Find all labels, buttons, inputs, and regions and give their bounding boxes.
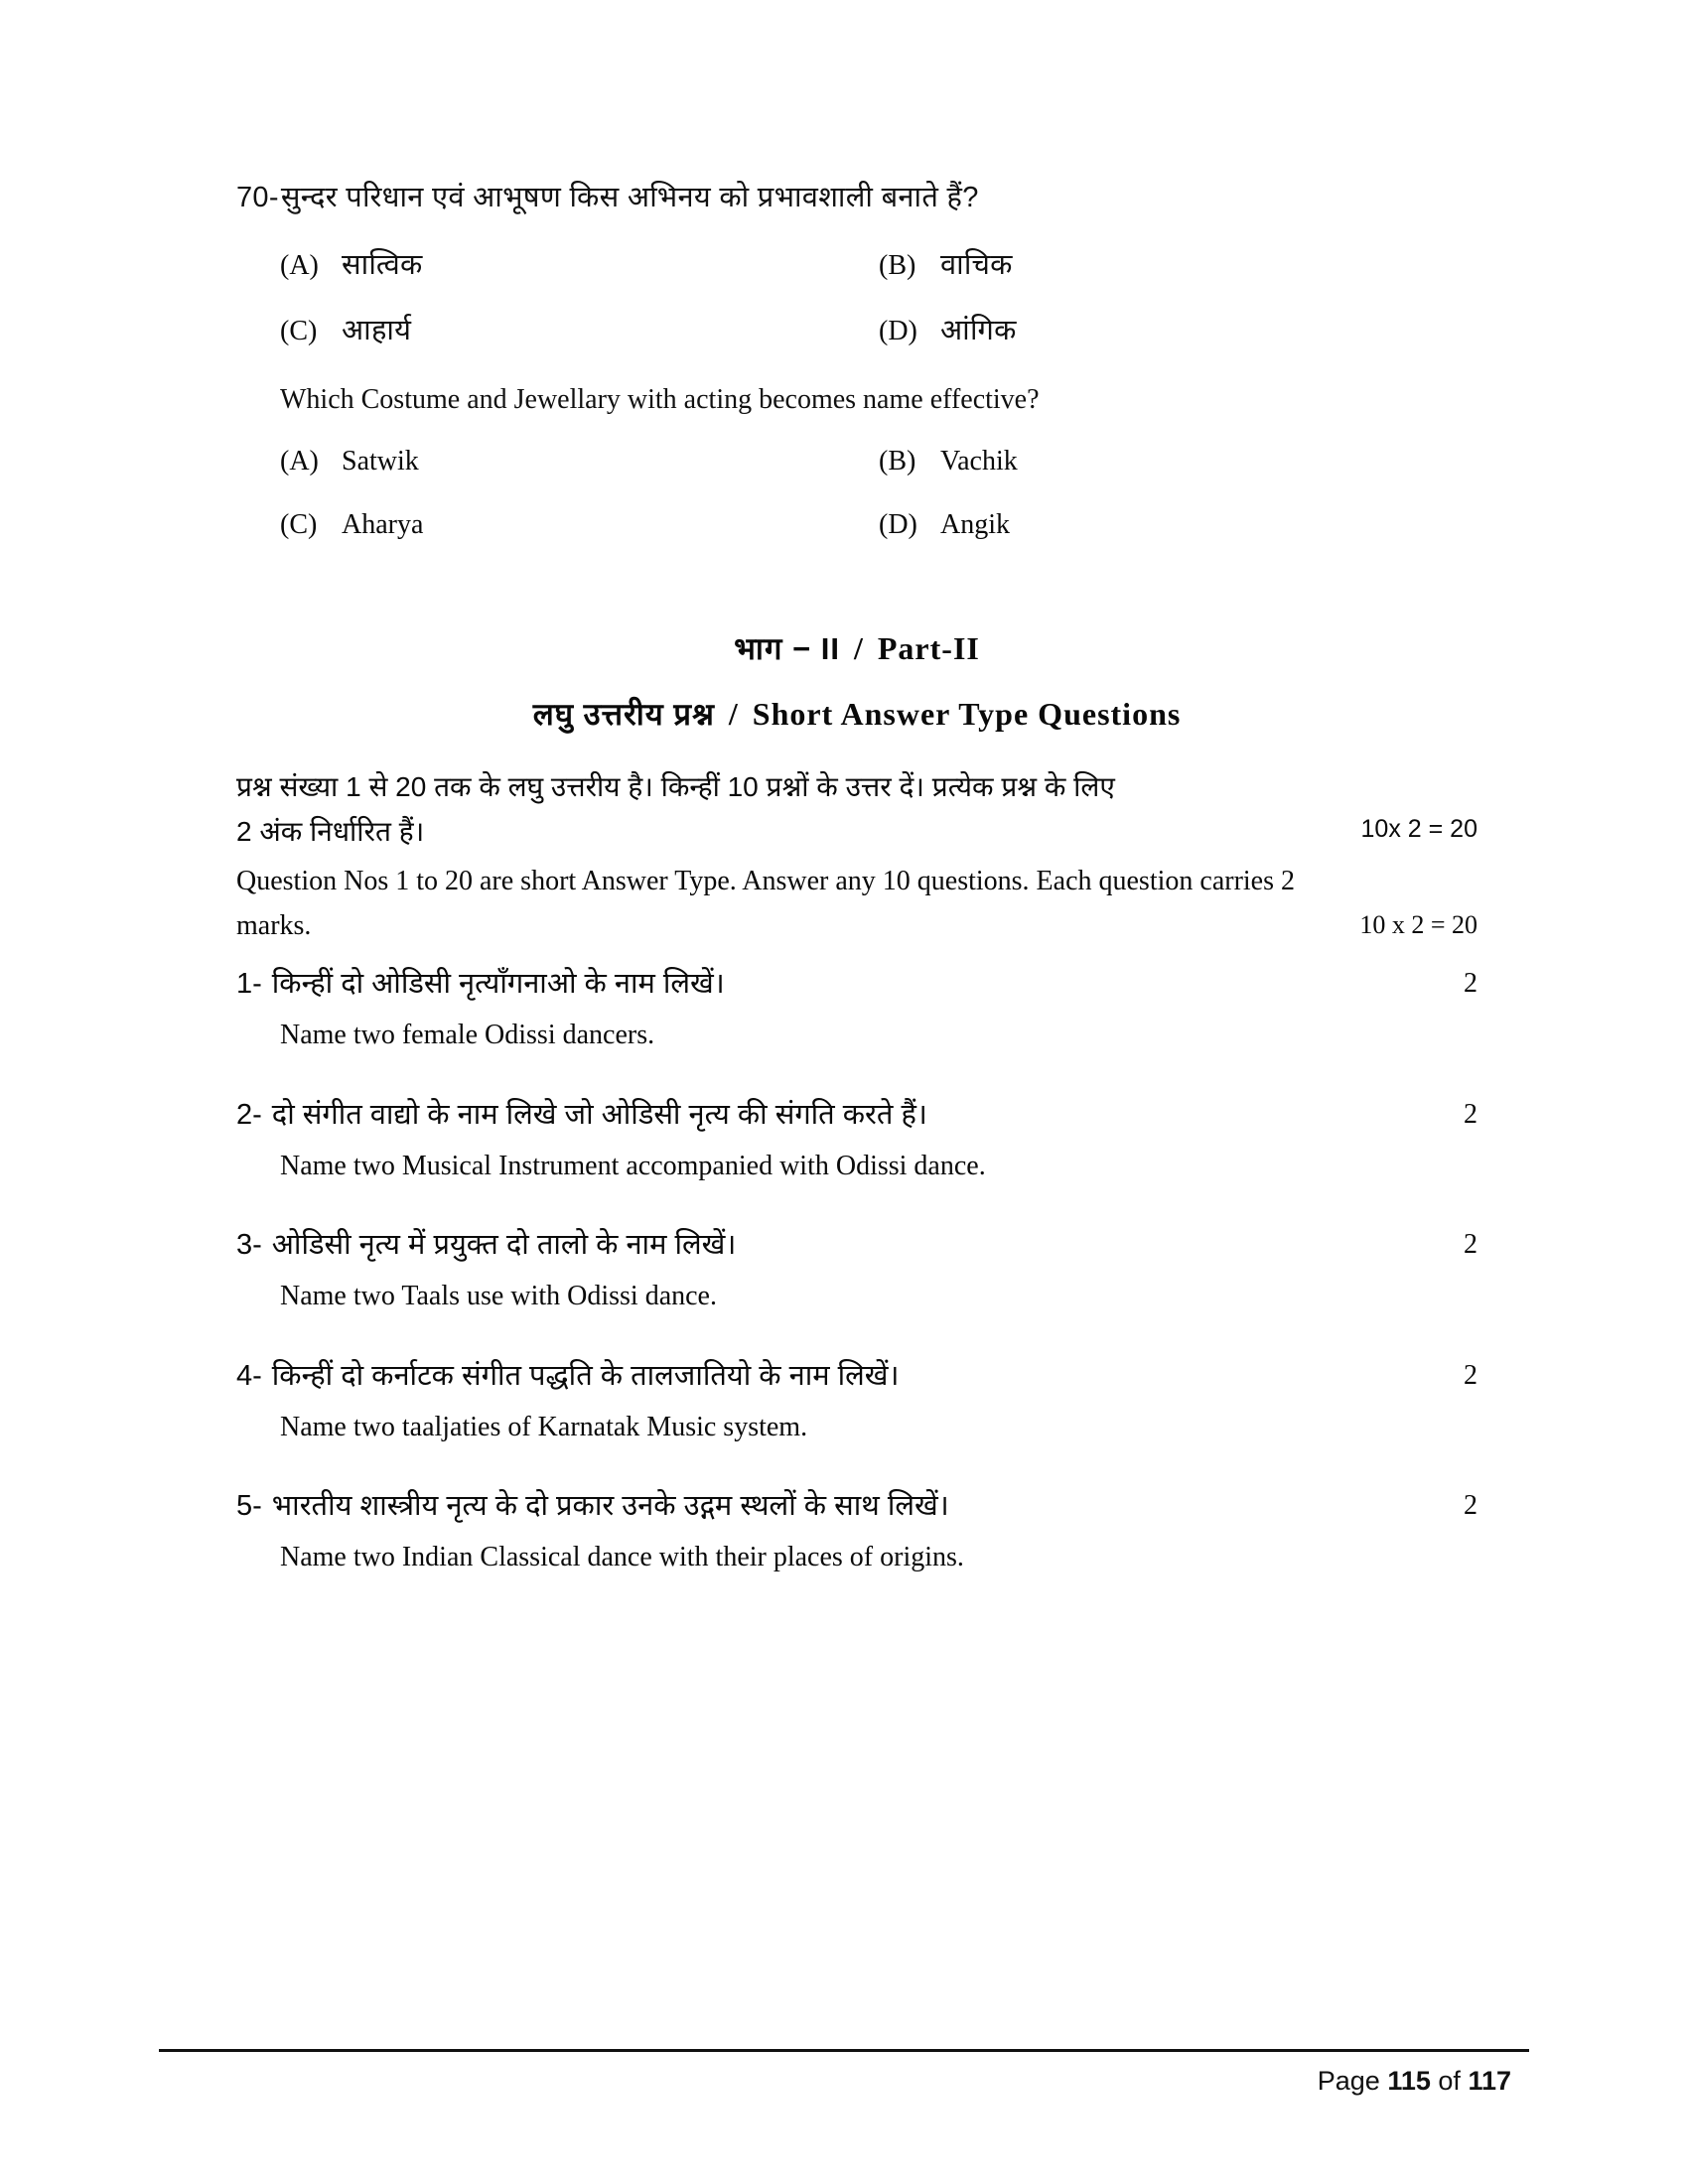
question-marks: 2 xyxy=(1464,1229,1477,1261)
question-item xyxy=(236,1096,1477,1185)
mcq-option-english-d[interactable] xyxy=(879,507,1477,543)
instructions-hindi-line-1 xyxy=(236,764,1477,809)
option-tag-b: (B) xyxy=(879,250,916,282)
instructions-hindi-line-2 xyxy=(236,809,1477,854)
option-tag-c-en: (C) xyxy=(280,509,318,541)
mcq-option-hindi-b[interactable] xyxy=(879,247,1477,285)
section-title-english: Short Answer Type Questions xyxy=(752,695,1182,732)
mcq-options-row-hindi-2 xyxy=(236,313,1477,350)
part-heading-hindi: भाग − II xyxy=(734,630,840,666)
option-tag-a: (A) xyxy=(280,250,319,282)
instructions-hindi-marks: 10x 2 = 20 xyxy=(1360,815,1477,844)
instructions-english-text-2: marks. xyxy=(236,910,312,942)
instructions-hindi-text-2: 2 अंक निर्धारित हैं। xyxy=(236,816,425,848)
mcq-number: 70- xyxy=(236,182,279,213)
question-number: 1- xyxy=(236,968,262,1000)
question-marks: 2 xyxy=(1464,1490,1477,1522)
part-heading-english: Part-II xyxy=(877,629,980,666)
question-number: 5- xyxy=(236,1490,262,1523)
question-number: 2- xyxy=(236,1098,262,1131)
question-text-hindi: किन्हीं दो ओडिसी नृत्याँगनाओ के नाम लिखें। xyxy=(271,968,725,1000)
option-text-a-hindi: सात्विक xyxy=(342,249,423,282)
mcq-options-row-hindi-1 xyxy=(236,247,1477,285)
footer-page-prefix: Page xyxy=(1317,2066,1380,2096)
part-heading-line-2 xyxy=(236,693,1477,735)
footer-page-number: 115 xyxy=(1387,2066,1431,2096)
mcq-options-row-english-2 xyxy=(236,507,1477,543)
instructions-english-line-1 xyxy=(236,860,1477,904)
footer-page-total: 117 xyxy=(1468,2066,1511,2096)
option-text-b-english: Vachik xyxy=(940,445,1018,477)
question-item xyxy=(236,1357,1477,1446)
question-hindi-line xyxy=(236,1226,1477,1265)
question-text-english: Name two Musical Instrument accompanied with Odissi dance. xyxy=(280,1150,986,1181)
instructions-english-marks: 10 x 2 = 20 xyxy=(1359,910,1477,940)
mcq-question-text-hindi: सुन्दर परिधान एवं आभूषण किस अभिनय को प्रभावशाली बनाते हैं? xyxy=(280,182,979,213)
question-marks: 2 xyxy=(1464,1359,1477,1391)
page-footer xyxy=(159,2049,1529,2097)
question-item xyxy=(236,1487,1477,1576)
option-text-a-english: Satwik xyxy=(342,445,419,477)
part-heading-separator-2: / xyxy=(728,695,739,732)
question-marks: 2 xyxy=(1464,968,1477,999)
option-tag-b-en: (B) xyxy=(879,445,916,477)
question-text-hindi: किन्हीं दो कर्नाटक संगीत पद्धति के तालजातियो के नाम लिखें। xyxy=(271,1359,900,1392)
instructions-hindi-text-1: प्रश्न संख्या 1 से 20 तक के लघु उत्तरीय है। किन्हीं 10 प्रश्नों के उत्तर दें। प्रत्येक प्रश्न के लिए xyxy=(236,770,1115,802)
question-number: 4- xyxy=(236,1359,262,1392)
question-text-hindi: दो संगीत वाद्यो के नाम लिखे जो ओडिसी नृत्य की संगति करते हैं। xyxy=(271,1098,927,1131)
mcq-options-row-english-1 xyxy=(236,444,1477,479)
instructions-hindi xyxy=(236,764,1477,855)
mcq-option-hindi-a[interactable] xyxy=(280,247,879,285)
option-text-c-hindi: आहार्य xyxy=(342,314,412,346)
part-heading-separator-1: / xyxy=(853,629,864,666)
question-text-english: Name two Taals use with Odissi dance. xyxy=(280,1281,717,1312)
question-hindi-line xyxy=(236,1357,1477,1396)
footer-page-of: of xyxy=(1438,2066,1461,2096)
question-hindi-line xyxy=(236,1096,1477,1135)
page-number-label xyxy=(159,2066,1529,2097)
mcq-option-hindi-c[interactable] xyxy=(280,313,879,350)
question-text-hindi: ओडिसी नृत्य में प्रयुक्त दो तालो के नाम लिखें। xyxy=(271,1229,737,1262)
question-item xyxy=(236,965,1477,1054)
question-text-english: Name two Indian Classical dance with their places of origins. xyxy=(280,1542,964,1573)
option-text-d-hindi: आंगिक xyxy=(940,314,1017,346)
short-answer-question-list xyxy=(236,965,1477,1576)
question-number: 3- xyxy=(236,1229,262,1262)
question-text-english: Name two female Odissi dancers. xyxy=(280,1020,655,1051)
instructions-english xyxy=(236,860,1477,949)
option-tag-a-en: (A) xyxy=(280,445,319,477)
instructions-english-text-1: Question Nos 1 to 20 are short Answer Type. Answer any 10 questions. Each question carries 2 xyxy=(236,866,1295,897)
option-text-c-english: Aharya xyxy=(342,509,424,541)
section-title-hindi: लघु उत्तरीय प्रश्न xyxy=(532,696,715,732)
mcq-question-block xyxy=(236,179,1477,544)
footer-divider xyxy=(159,2049,1529,2052)
option-tag-d: (D) xyxy=(879,315,917,346)
mcq-option-english-a[interactable] xyxy=(280,444,879,479)
option-tag-d-en: (D) xyxy=(879,509,917,541)
instructions-english-line-2 xyxy=(236,904,1477,949)
question-item xyxy=(236,1226,1477,1315)
option-tag-c: (C) xyxy=(280,315,318,346)
mcq-option-english-b[interactable] xyxy=(879,444,1477,479)
part-heading xyxy=(236,627,1477,735)
option-text-d-english: Angik xyxy=(940,509,1010,541)
mcq-option-english-c[interactable] xyxy=(280,507,879,543)
part-heading-line-1 xyxy=(236,627,1477,669)
page-content xyxy=(236,179,1477,1618)
question-hindi-line xyxy=(236,965,1477,1004)
mcq-question-text-english: Which Costume and Jewellary with acting becomes name effective? xyxy=(280,383,1040,415)
question-marks: 2 xyxy=(1464,1098,1477,1130)
mcq-option-hindi-d[interactable] xyxy=(879,313,1477,350)
question-hindi-line xyxy=(236,1487,1477,1526)
option-text-b-hindi: वाचिक xyxy=(940,249,1013,282)
question-text-english: Name two taaljaties of Karnatak Music system. xyxy=(280,1411,808,1442)
question-text-hindi: भारतीय शास्त्रीय नृत्य के दो प्रकार उनके उद्गम स्थलों के साथ लिखें। xyxy=(271,1490,949,1523)
mcq-stem-hindi xyxy=(236,179,1477,217)
